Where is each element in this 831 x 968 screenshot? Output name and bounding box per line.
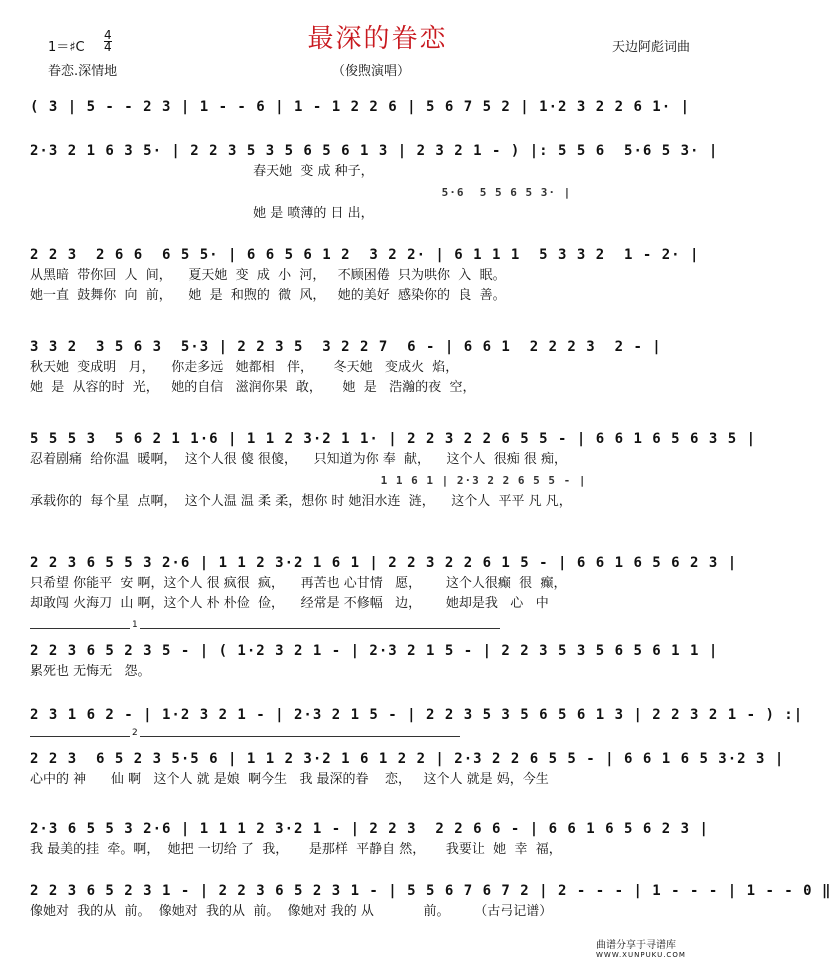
score-row-10 <box>30 818 730 860</box>
composer-credit: 天边阿彪词曲 <box>612 40 691 55</box>
site-watermark <box>596 936 686 959</box>
second-ending-bracket <box>30 728 460 738</box>
notation-line: ( 3 | 5 - - 2 3 | 1 - - 6 | 1 - 1 2 2 6 | 5 6 7 5 2 | 1·2 3 2 2 6 1· | <box>30 99 691 115</box>
lyric-line: 承载你的 每个星 点啊， 这个人温 温 柔 柔，想你 时 她泪水连 涟， 这个人 平平 凡 凡， <box>30 494 572 509</box>
key-signature: 1＝♯C <box>48 40 85 55</box>
score-row-11 <box>30 880 831 922</box>
lyric-line: 只希望 你能平 安 啊，这个人 很 疯很 疯， 再苦也 心甘情 愿， 这个人很癫 很 癫， <box>30 576 567 591</box>
lyric-line: 从黑暗 带你回 人 间， 夏天她 变 成 小 河， 不顾困倦 只为哄你 入 眠。 <box>30 268 506 283</box>
notation-line: 3 3 2 3 5 6 3 5·3 | 2 2 3 5 3 2 2 7 6 - | 6 6 1 2 2 2 3 2 - | <box>30 339 662 355</box>
watermark-url: WWW.XUNPUKU.COM <box>596 951 686 959</box>
meter-top: 4 <box>104 28 112 42</box>
score-row-4 <box>30 336 730 398</box>
lyric-line: 忍着剧痛 给你温 暖啊， 这个人很 傻 很傻， 只知道为你 奉 献， 这个人 很痴 很 痴， <box>30 452 568 467</box>
lyric-line: 她一直 鼓舞你 向 前， 她 是 和煦的 微 风， 她的美好 感染你的 良 善。 <box>30 288 506 303</box>
lyric-line: 她 是 喷薄的 日 出， <box>30 206 374 221</box>
first-ending-bracket <box>30 620 500 630</box>
score-row-9 <box>30 748 785 790</box>
score-row-1 <box>30 96 730 118</box>
first-ending-number: 1 <box>132 620 138 630</box>
page-title: 最深的眷恋 <box>307 24 448 54</box>
notation-line: 2 2 3 6 5 2 3 5·5 6 | 1 1 2 3·2 1 6 1 2 2 | 2·3 2 2 6 5 5 - | 6 6 1 6 5 3·2 3 | <box>30 751 785 767</box>
score-row-6 <box>30 552 738 614</box>
second-ending-number: 2 <box>132 728 138 738</box>
watermark-text: 曲谱分享于寻谱库 <box>596 940 676 951</box>
lyric-line: 秋天她 变成明 月， 你走多远 她都相 伴， 冬天她 变成火 焰， <box>30 360 459 375</box>
score-row-7 <box>30 640 730 682</box>
lyric-line: 累死也 无悔无 怨。 <box>30 664 151 679</box>
notation-line-secondary: 5·6 5 5 6 5 3· | <box>30 186 572 199</box>
lyric-line: 却敢闯 火海刀 山 啊，这个人 朴 朴俭 俭， 经常是 不修幅 边， 她却是我 心 中 <box>30 596 549 611</box>
notation-line: 2 3 1 6 2 - | 1·2 3 2 1 - | 2·3 2 1 5 - | 2 2 3 5 3 5 6 5 6 1 3 | 2 2 3 2 1 - ) :| <box>30 707 804 723</box>
score-row-3 <box>30 244 730 306</box>
lyric-line: 春天她 变 成 种子， <box>30 164 374 179</box>
lyric-line: 我 最美的挂 牵。啊， 她把 一切给 了 我， 是那样 平静自 然， 我要让 她 幸 福， <box>30 842 562 857</box>
score-row-8 <box>30 704 804 726</box>
notation-line: 2·3 6 5 5 3 2·6 | 1 1 1 2 3·2 1 - | 2 2 3 2 2 6 6 - | 6 6 1 6 5 6 2 3 | <box>30 821 709 837</box>
notation-line: 2 2 3 6 5 2 3 1 - | 2 2 3 6 5 2 3 1 - | 5 5 6 7 6 7 2 | 2 - - - | 1 - - - | 1 - - 0 ‖ <box>30 883 831 899</box>
meter-bottom: 4 <box>104 40 112 54</box>
notation-line: 2 2 3 2 6 6 6 5 5· | 6 6 5 6 1 2 3 2 2· | 6 1 1 1 5 3 3 2 1 - 2· | <box>30 247 700 263</box>
singer-credit: （俊煦演唱） <box>332 64 411 79</box>
expression-mark: 眷恋.深情地 <box>48 64 118 79</box>
score-row-5 <box>30 428 757 512</box>
notation-line-secondary: 1 1 6 1 | 2·3 2 2 6 5 5 - | <box>30 474 587 487</box>
lyric-line: 心中的 神 仙 啊 这个人 就 是娘 啊今生 我 最深的眷 恋， 这个人 就是 妈，今生 <box>30 772 549 787</box>
lyric-line: 她 是 从容的时 光， 她的自信 滋润你果 敢， 她 是 浩瀚的夜 空， <box>30 380 476 395</box>
notation-line: 2·3 2 1 6 3 5· | 2 2 3 5 3 5 6 5 6 1 3 | 2 3 2 1 - ) |: 5 5 6 5·6 5 3· | <box>30 143 719 159</box>
score-row-2 <box>30 140 730 224</box>
notation-line: 2 2 3 6 5 5 3 2·6 | 1 1 2 3·2 1 6 1 | 2 2 3 2 2 6 1 5 - | 6 6 1 6 5 6 2 3 | <box>30 555 738 571</box>
notation-line: 2 2 3 6 5 2 3 5 - | ( 1·2 3 2 1 - | 2·3 2 1 5 - | 2 2 3 5 3 5 6 5 6 1 1 | <box>30 643 719 659</box>
time-signature <box>104 30 112 53</box>
notation-line: 5 5 5 3 5 6 2 1 1·6 | 1 1 2 3·2 1 1· | 2 2 3 2 2 6 5 5 - | 6 6 1 6 5 6 3 5 | <box>30 431 757 447</box>
lyric-line: 像她对 我的从 前。 像她对 我的从 前。 像她对 我的 从 前。 （古弓记谱） <box>30 904 553 919</box>
